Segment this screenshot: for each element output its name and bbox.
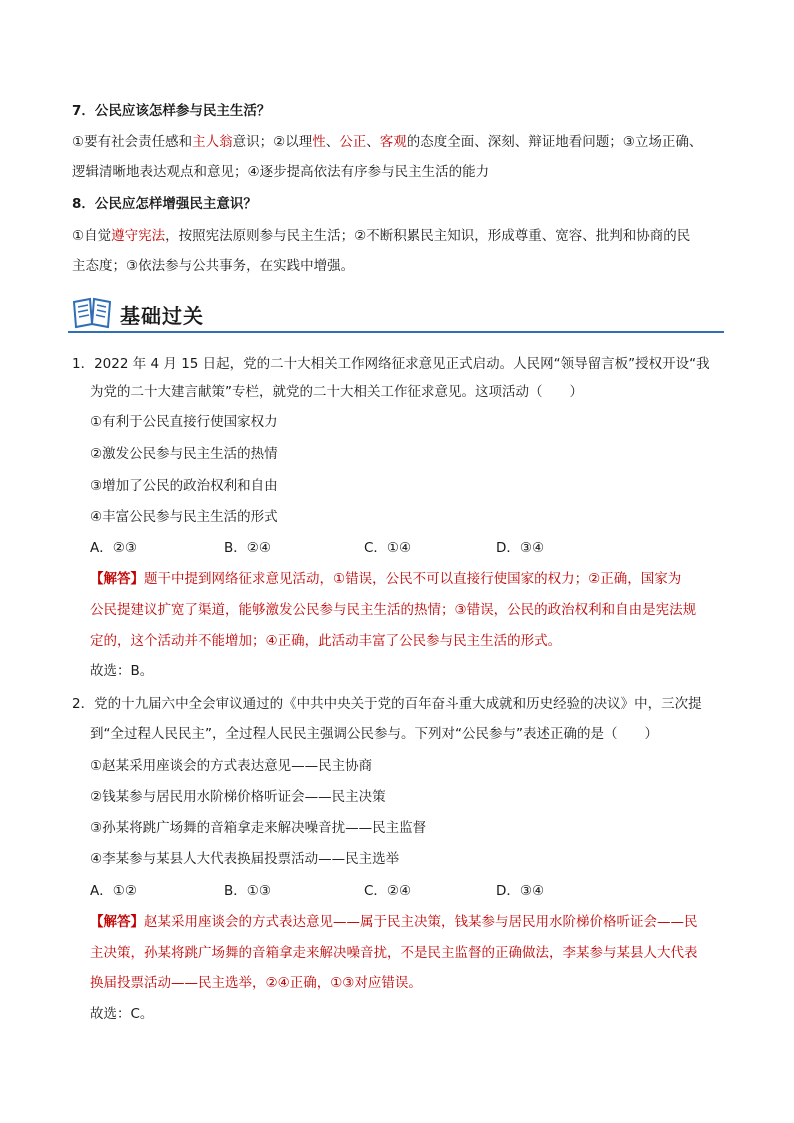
q7-line-1	[72, 132, 702, 152]
q8-line-1	[72, 226, 690, 246]
answer-tag: 【解答】	[90, 914, 144, 930]
q8-line-2: 主态度；③依法参与公共事务，在实践中增强。	[72, 258, 355, 274]
q7-keyword: 主人翁	[192, 134, 233, 150]
q8-text: ，按照宪法原则参与民主生活；②不断积累民主知识，形成尊重、宽容、批判和协商的民	[165, 228, 691, 244]
p1-answer-line-1	[90, 569, 681, 589]
p2-option-c: C．②④	[364, 883, 412, 899]
q8-title: 8．公民应怎样增强民主意识？	[72, 196, 257, 212]
p2-item: ③孙某将跳广场舞的音箱拿走来解决噪音扰——民主监督	[90, 820, 427, 836]
q8-keyword: 遵守宪法	[111, 228, 166, 244]
p2-item: ②钱某参与居民用水阶梯价格听证会——民主决策	[90, 789, 386, 805]
q7-keyword: 客观	[379, 134, 407, 150]
p1-option-b: B．②④	[224, 540, 271, 556]
p2-stem-2: 到“全过程人民民主”，全过程人民民主强调公民参与。下列对“公民参与”表述正确的是（ ）	[90, 726, 658, 742]
p2-option-b: B．①③	[224, 883, 271, 899]
p2-option-d: D．③④	[496, 883, 545, 899]
p2-item: ①赵某采用座谈会的方式表达意见——民主协商	[90, 758, 373, 774]
p1-stem-1: 1．2022 年 4 月 15 日起，党的二十大相关工作网络征求意见正式启动。人民网“领导留言板”授权开设“我	[72, 356, 710, 372]
p2-answer-line-2: 主决策，孙某将跳广场舞的音箱拿走来解决噪音扰，不是民主监督的正确做法，李某参与某县人大代表	[90, 945, 698, 961]
q7-text: 的态度全面、深刻、辩证地看问题；③立场正确、	[406, 134, 703, 150]
p1-option-c: C．①④	[364, 540, 412, 556]
q7-text: ①要有社会责任感和	[72, 134, 193, 150]
section-title: 基础过关	[120, 304, 204, 328]
section-divider	[68, 331, 724, 333]
q7-title: 7．公民应该怎样参与民主生活？	[72, 103, 271, 119]
q7-line-2: 逻辑清晰地表达观点和意见；④逐步提高依法有序参与民主生活的能力	[72, 164, 490, 180]
answer-text: 题干中提到网络征求意见活动，①错误，公民不可以直接行使国家的权力；②正确，国家为	[144, 571, 682, 587]
p2-answer-line-1	[90, 912, 698, 932]
q7-keyword: 公正	[339, 134, 367, 150]
p1-stem-2: 为党的二十大建言献策”专栏，就党的二十大相关工作征求意见。这项活动（ ）	[90, 384, 583, 400]
p2-option-a: A．①②	[90, 883, 137, 899]
open-book-icon	[70, 294, 114, 330]
p1-answer-line-2: 公民提建议扩宽了渠道，能够激发公民参与民主生活的热情；③错误，公民的政治权利和自由是宪法规	[90, 602, 697, 618]
p1-choice: 故选：B。	[90, 663, 154, 679]
p2-answer-line-3: 换届投票活动——民主选举，②④正确，①③对应错误。	[90, 975, 422, 991]
section-header	[68, 292, 724, 336]
q8-text: ①自觉	[72, 228, 112, 244]
q7-keyword: 性	[312, 134, 326, 150]
q7-text: 意识；②以理	[232, 134, 313, 150]
p2-item: ④李某参与某县人大代表换届投票活动——民主选举	[90, 851, 400, 867]
p1-item: ③增加了公民的政治权利和自由	[90, 478, 278, 494]
p1-option-a: A．②③	[90, 540, 137, 556]
p1-option-d: D．③④	[496, 540, 545, 556]
p1-item: ②激发公民参与民主生活的热情	[90, 446, 278, 462]
p1-item: ④丰富公民参与民主生活的形式	[90, 509, 278, 525]
answer-text: 赵某采用座谈会的方式表达意见——属于民主决策，钱某参与居民用水阶梯价格听证会——民	[144, 914, 698, 930]
q7-text: 、	[325, 134, 340, 150]
p2-stem-1: 2．党的十九届六中全会审议通过的《中共中央关于党的百年奋斗重大成就和历史经验的决议》中，三次提	[72, 696, 702, 712]
p2-choice: 故选：C。	[90, 1006, 154, 1022]
p1-answer-line-3: 定的，这个活动并不能增加；④正确，此活动丰富了公民参与民主生活的形式。	[90, 633, 562, 649]
q7-text: 、	[366, 134, 380, 150]
p1-item: ①有利于公民直接行使国家权力	[90, 414, 278, 430]
answer-tag: 【解答】	[90, 571, 144, 587]
